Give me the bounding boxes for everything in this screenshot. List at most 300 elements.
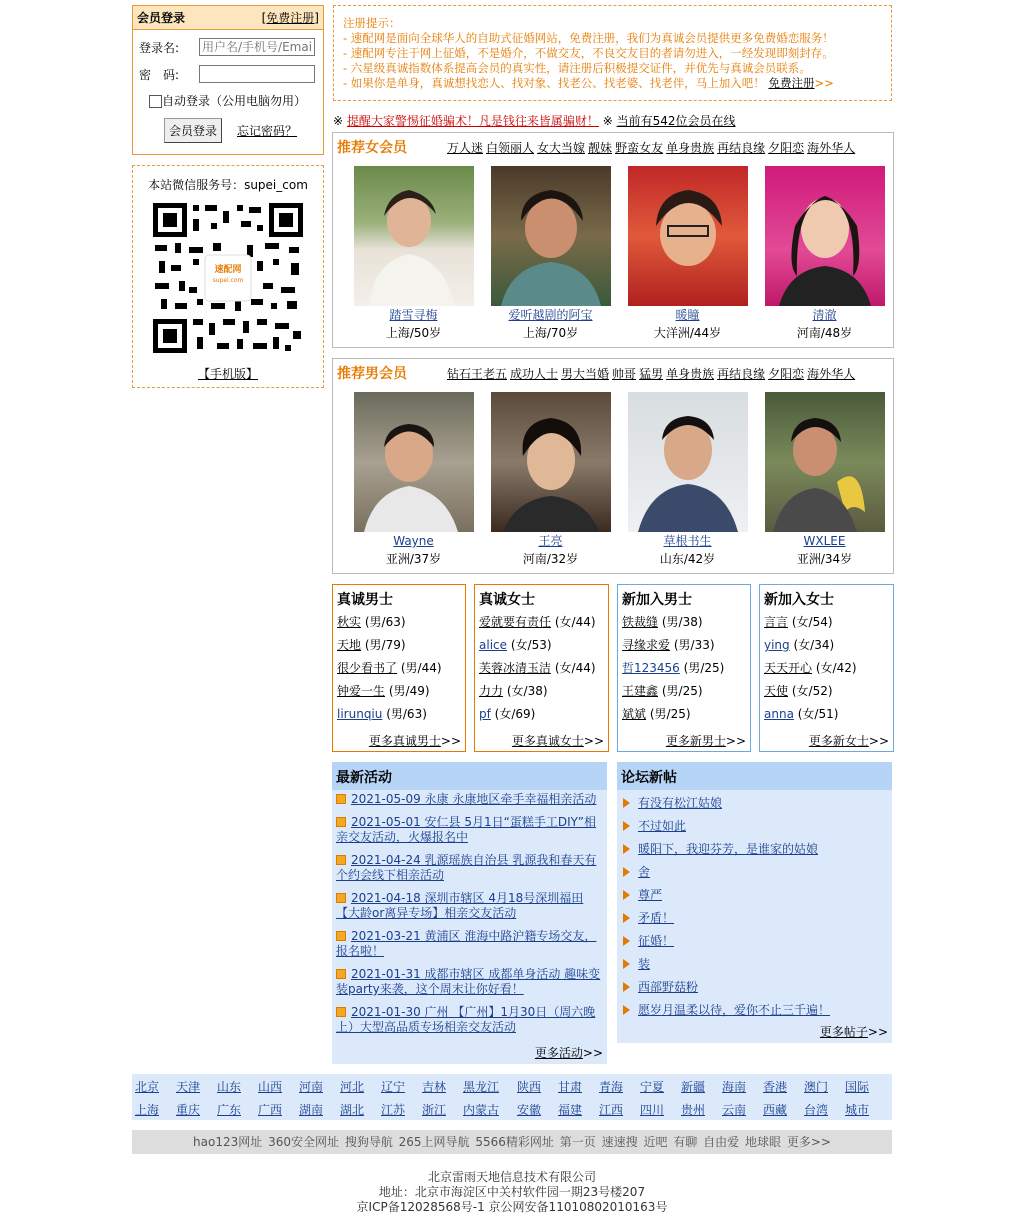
member-info: 上海/70岁 <box>522 326 579 340</box>
male-panel-header <box>333 359 893 387</box>
city-link[interactable]: 河南 <box>299 1080 324 1094</box>
member-link[interactable]: 钟爱一生 <box>337 684 386 698</box>
friend-link[interactable]: 地球眼 <box>744 1135 781 1149</box>
member-photo[interactable] <box>628 166 748 306</box>
arrow-icon <box>623 844 630 854</box>
forum-post-link[interactable]: 装 <box>638 957 651 971</box>
arrow-icon <box>623 890 630 900</box>
auto-login-checkbox[interactable] <box>149 95 162 108</box>
male-panel-title: 推荐男会员 <box>337 366 407 382</box>
city-link[interactable]: 山西 <box>258 1080 283 1094</box>
list-item <box>764 703 889 726</box>
activity-item <box>336 1005 603 1035</box>
member-meta: (男/44) <box>400 661 442 675</box>
list-item <box>622 703 746 726</box>
member-info: 河南/32岁 <box>522 552 579 566</box>
notice-line-4: - 如果你是单身，真诚想找恋人、找对象、找老公、找老婆、找老伴，马上加入吧！ <box>343 76 765 90</box>
footer <box>0 1170 1024 1215</box>
member-photo-face <box>765 166 885 306</box>
more-arrow: >> <box>867 1025 888 1039</box>
new-men-title: 新加入男士 <box>622 592 692 608</box>
forum-post-link[interactable]: 不过如此 <box>638 819 687 833</box>
notice-register-link[interactable]: 免费注册 <box>768 76 815 90</box>
city-link[interactable]: 贵州 <box>681 1103 706 1117</box>
sincere-women-title: 真诚女士 <box>479 592 535 608</box>
member-link[interactable]: 秋实 <box>337 615 362 629</box>
list-item <box>622 680 746 703</box>
member-meta: (男/25) <box>649 707 691 721</box>
member-photo-face <box>628 392 748 532</box>
member-link[interactable]: pf <box>479 707 491 721</box>
member-link[interactable]: 天天开心 <box>764 661 813 675</box>
male-category-link[interactable]: 男大当婚 <box>561 366 610 381</box>
list-item <box>622 634 746 657</box>
activity-link[interactable]: 2021-04-18 深圳市辖区 4月18号深圳福田【大龄or离异专场】相亲交友活动 <box>336 891 584 920</box>
member-card <box>756 166 893 342</box>
activity-item <box>336 792 603 807</box>
member-photo[interactable] <box>765 392 885 532</box>
auto-login-label: 自动登录（公用电脑勿用） <box>162 94 307 108</box>
member-meta: (男/38) <box>661 615 703 629</box>
forum-item <box>623 976 888 999</box>
list-item <box>764 634 889 657</box>
more-posts-wrap <box>820 1023 888 1040</box>
username-label: 登录名: <box>139 40 180 55</box>
female-category-link[interactable]: 白领丽人 <box>486 140 535 155</box>
member-card <box>345 392 482 568</box>
list-item <box>764 611 889 634</box>
friend-link[interactable]: 265上网导航 <box>398 1135 470 1149</box>
member-photo-face <box>491 166 611 306</box>
female-category-link[interactable]: 野蛮女友 <box>615 140 664 155</box>
friend-link[interactable]: 自由爱 <box>703 1135 740 1149</box>
member-name-link[interactable]: WXLEE <box>803 534 846 548</box>
male-category-link[interactable]: 夕阳恋 <box>768 366 805 381</box>
more-arrow: >> <box>725 734 746 748</box>
member-photo-face <box>354 392 474 532</box>
member-name-link[interactable]: Wayne <box>393 534 434 548</box>
member-meta: (男/25) <box>683 661 725 675</box>
city-link[interactable]: 台湾 <box>804 1103 829 1117</box>
male-category-link[interactable]: 猛男 <box>639 366 664 381</box>
member-card <box>482 392 619 568</box>
friend-link[interactable]: hao123网址 <box>193 1135 263 1149</box>
member-link[interactable]: anna <box>764 707 794 721</box>
male-category-link[interactable]: 单身贵族 <box>666 366 715 381</box>
city-link[interactable]: 澳门 <box>804 1080 829 1094</box>
city-link[interactable]: 安徽 <box>517 1103 542 1117</box>
member-link[interactable]: 斌斌 <box>622 707 647 721</box>
city-link[interactable]: 新疆 <box>681 1080 706 1094</box>
female-category-link[interactable]: 万人迷 <box>447 140 484 155</box>
friend-links-bar <box>132 1130 892 1154</box>
city-link[interactable]: 天津 <box>176 1080 201 1094</box>
activity-link[interactable]: 2021-01-30 广州 【广州】1月30日（周六晚上）大型高品质专场相亲交友活动 <box>336 1005 596 1034</box>
city-link[interactable]: 国际 <box>845 1080 870 1094</box>
city-link[interactable]: 宁夏 <box>640 1080 665 1094</box>
username-input[interactable] <box>199 38 315 56</box>
qr-code <box>153 203 303 353</box>
member-meta: (女/42) <box>815 661 857 675</box>
female-category-link[interactable]: 靓妹 <box>588 140 613 155</box>
activity-link[interactable]: 2021-05-09 永康 永康地区牵手幸福相亲活动 <box>351 792 597 806</box>
list-item <box>479 634 604 657</box>
recommended-female-panel <box>332 132 894 348</box>
member-meta: (女/38) <box>506 684 548 698</box>
city-link[interactable]: 香港 <box>763 1080 788 1094</box>
city-row <box>135 1078 889 1097</box>
login-button[interactable]: 会员登录 <box>164 118 222 143</box>
city-link[interactable]: 内蒙古 <box>463 1103 500 1117</box>
forum-post-link[interactable]: 西部野菇粉 <box>638 980 699 994</box>
alert-mark-2: ※ <box>602 114 613 128</box>
arrow-icon <box>623 798 630 808</box>
male-category-links <box>447 365 858 382</box>
male-category-link[interactable]: 成功人士 <box>510 366 559 381</box>
activity-item <box>336 815 603 845</box>
forgot-password-link[interactable]: 忘记密码？ <box>237 124 298 138</box>
friend-link[interactable]: 更多>> <box>786 1135 831 1149</box>
city-link[interactable]: 青海 <box>599 1080 624 1094</box>
female-category-link[interactable]: 海外华人 <box>807 140 856 155</box>
friend-link[interactable]: 有聊 <box>673 1135 698 1149</box>
register-link[interactable]: [免费注册] <box>261 11 319 25</box>
forum-item <box>623 838 888 861</box>
city-link[interactable]: 江西 <box>599 1103 624 1117</box>
login-box <box>132 5 324 155</box>
female-category-link[interactable]: 单身贵族 <box>666 140 715 155</box>
activity-link[interactable]: 2021-03-21 黄浦区 淮海中路沪籍专场交友，报名啦！ <box>336 929 597 958</box>
forum-post-link[interactable]: 暖阳下，我迎芬芳，是谁家的姑娘 <box>638 842 819 856</box>
member-photo[interactable] <box>765 166 885 306</box>
member-photo-face <box>628 166 748 306</box>
member-photo[interactable] <box>354 166 474 306</box>
mobile-version-link[interactable]: 【手机版】 <box>197 367 258 381</box>
member-link[interactable]: 言言 <box>764 615 789 629</box>
more-arrow: >> <box>583 734 604 748</box>
forum-title: 论坛新帖 <box>617 762 892 790</box>
activity-item <box>336 853 603 883</box>
city-link[interactable]: 广西 <box>258 1103 283 1117</box>
female-member-list <box>333 166 893 342</box>
friend-link[interactable]: 搜狗导航 <box>344 1135 393 1149</box>
online-count-link[interactable]: 当前有542位会员在线 <box>616 114 736 128</box>
city-link[interactable]: 湖南 <box>299 1103 324 1117</box>
list-item <box>337 611 461 634</box>
member-photo[interactable] <box>491 392 611 532</box>
more-new-men-link[interactable]: 更多新男士 <box>665 734 726 748</box>
male-category-link[interactable]: 钻石王老五 <box>447 366 508 381</box>
bullet-icon <box>336 931 346 941</box>
male-member-list <box>333 392 893 568</box>
member-meta: (女/34) <box>793 638 835 652</box>
arrow-icon <box>623 867 630 877</box>
qr-logo-text: 速配网 <box>214 265 242 275</box>
sincere-women-list <box>475 611 608 726</box>
more-link-wrap <box>512 732 604 749</box>
member-meta: (女/54) <box>791 615 833 629</box>
female-category-link[interactable]: 女大当嫁 <box>537 140 586 155</box>
member-link[interactable]: 铁裁缝 <box>622 615 659 629</box>
member-name-link[interactable]: 清澈 <box>812 308 837 322</box>
city-link[interactable]: 城市 <box>845 1103 870 1117</box>
latest-activities-box <box>332 762 607 1064</box>
qr-logo <box>207 265 249 285</box>
arrow-icon <box>623 821 630 831</box>
activity-item <box>336 929 603 959</box>
more-arrow: >> <box>868 734 889 748</box>
member-link[interactable]: lirunqiu <box>337 707 383 721</box>
password-row <box>139 65 323 83</box>
member-meta: (女/44) <box>554 615 596 629</box>
member-link[interactable]: 芙蓉冰清玉洁 <box>479 661 552 675</box>
bullet-icon <box>336 817 346 827</box>
member-meta: (男/49) <box>388 684 430 698</box>
member-meta: (男/63) <box>386 707 427 721</box>
sincere-men-list <box>333 611 465 726</box>
member-meta: (男/25) <box>661 684 703 698</box>
member-link[interactable]: 哲123456 <box>622 661 680 675</box>
footer-address: 地址：北京市海淀区中关村软件园一期23号楼207 <box>378 1185 646 1199</box>
member-photo[interactable] <box>491 166 611 306</box>
mobile-version-link-wrap <box>133 365 323 382</box>
more-link-wrap <box>809 732 889 749</box>
activity-link[interactable]: 2021-04-24 乳源瑶族自治县 乳源我和春天有个约会线下相亲活动 <box>336 853 597 882</box>
list-item <box>764 657 889 680</box>
member-meta: (男/63) <box>364 615 406 629</box>
member-card <box>619 392 756 568</box>
forum-post-link[interactable]: 尊严 <box>638 888 663 902</box>
list-item <box>337 657 461 680</box>
city-row <box>135 1101 889 1120</box>
city-link[interactable]: 上海 <box>135 1103 160 1117</box>
scam-warning-link[interactable]: 提醒大家警惕征婚骗术！凡是钱往来皆属骗财！ <box>346 114 599 128</box>
new-men-list <box>618 611 750 726</box>
female-panel-header <box>333 133 893 161</box>
member-card <box>482 166 619 342</box>
friend-link[interactable]: 5566精彩网址 <box>475 1135 554 1149</box>
city-link[interactable]: 浙江 <box>422 1103 447 1117</box>
forum-item <box>623 953 888 976</box>
list-item <box>479 680 604 703</box>
city-link[interactable]: 湖北 <box>340 1103 365 1117</box>
activity-item <box>336 891 603 921</box>
city-link[interactable]: 辽宁 <box>381 1080 406 1094</box>
city-link[interactable]: 四川 <box>640 1103 665 1117</box>
login-title: 会员登录 <box>137 11 186 25</box>
member-meta: (女/52) <box>791 684 833 698</box>
list-item <box>337 634 461 657</box>
sincere-men-box <box>332 584 466 752</box>
friend-link[interactable]: 近吧 <box>643 1135 668 1149</box>
notice-line-2: - 速配网专注于网上征婚，不是婚介，不做交友，不良交友目的者请勿进入，一经发现即刻封存。 <box>343 46 834 60</box>
female-category-links <box>447 139 858 156</box>
password-label: 密 码: <box>139 67 180 82</box>
forum-post-link[interactable]: 有没有松江姑娘 <box>638 796 723 810</box>
member-meta: (女/44) <box>554 661 596 675</box>
register-notice <box>333 5 892 101</box>
city-link[interactable]: 广东 <box>217 1103 242 1117</box>
list-item <box>622 657 746 680</box>
activity-link[interactable]: 2021-01-31 成都市辖区 成都单身活动 趣味变装party来袭，这个周末让你好看！ <box>336 967 601 996</box>
male-category-link[interactable]: 海外华人 <box>807 366 856 381</box>
forum-item <box>623 907 888 930</box>
city-link[interactable]: 甘肃 <box>558 1080 583 1094</box>
more-new-women-link[interactable]: 更多新女士 <box>808 734 869 748</box>
member-card <box>756 392 893 568</box>
more-activities-wrap <box>535 1044 603 1061</box>
forum-item <box>623 999 888 1022</box>
forum-post-link[interactable]: 矛盾！ <box>638 911 675 925</box>
member-meta: (女/53) <box>510 638 552 652</box>
footer-icp: 京ICP备12028568号-1 京公网安备11010802010163号 <box>356 1200 668 1214</box>
bullet-icon <box>336 855 346 865</box>
member-photo-face <box>491 392 611 532</box>
member-name-link[interactable]: 草根书生 <box>663 534 712 548</box>
activity-link[interactable]: 2021-05-01 安仁县 5月1日“蛋糕手工DIY”相亲交友活动，火爆报名中 <box>336 815 596 844</box>
city-link[interactable]: 海南 <box>722 1080 747 1094</box>
arrow-icon <box>623 1005 630 1015</box>
list-item <box>479 703 604 726</box>
notice-line-3: - 六星级真诚指数体系提高会员的真实性，请注册后积极提交证件，并优先与真诚会员联系。 <box>343 61 811 75</box>
notice-line-1: - 速配网是面向全球华人的自助式征婚网站，免费注册，我们为真诚会员提供更多免费婚恋服务！ <box>343 31 834 45</box>
more-sincere-men-link[interactable]: 更多真诚男士 <box>368 734 441 748</box>
member-meta: (男/33) <box>673 638 715 652</box>
city-link[interactable]: 北京 <box>135 1080 160 1094</box>
wechat-text: 本站微信服务号：supei_com <box>148 178 308 192</box>
member-photo-face <box>765 392 885 532</box>
sincere-men-title: 真诚男士 <box>337 592 393 608</box>
city-link[interactable]: 云南 <box>722 1103 747 1117</box>
member-photo-face <box>354 166 474 306</box>
member-info: 上海/50岁 <box>385 326 442 340</box>
member-info: 大洋洲/44岁 <box>653 326 722 340</box>
arrow-icon <box>623 982 630 992</box>
more-arrow: >> <box>440 734 461 748</box>
bullet-icon <box>336 893 346 903</box>
member-name-link[interactable]: 王亮 <box>538 534 563 548</box>
activities-list <box>332 790 607 1045</box>
recommended-male-panel <box>332 358 894 574</box>
alert-bar <box>333 112 736 129</box>
arrow-icon <box>623 913 630 923</box>
member-card <box>619 166 756 342</box>
member-meta: (女/51) <box>797 707 839 721</box>
member-name-link[interactable]: 暖瞳 <box>675 308 700 322</box>
city-link[interactable]: 黑龙江 <box>463 1080 500 1094</box>
auto-login-row <box>149 92 323 109</box>
login-header <box>133 6 323 30</box>
member-meta: (女/69) <box>494 707 536 721</box>
sincere-women-box <box>474 584 609 752</box>
forum-item <box>623 884 888 907</box>
notice-register-arrow: >> <box>814 76 834 90</box>
member-link[interactable]: ying <box>764 638 790 652</box>
city-link[interactable]: 福建 <box>558 1103 583 1117</box>
activity-item <box>336 967 603 997</box>
more-link-wrap <box>369 732 461 749</box>
female-category-link[interactable]: 夕阳恋 <box>768 140 805 155</box>
qr-logo-sub: supei.com <box>212 277 244 284</box>
member-link[interactable]: 力力 <box>479 684 504 698</box>
member-link[interactable]: 天使 <box>764 684 789 698</box>
forum-item <box>623 861 888 884</box>
city-link[interactable]: 重庆 <box>176 1103 201 1117</box>
city-link[interactable]: 吉林 <box>422 1080 447 1094</box>
list-item <box>622 611 746 634</box>
city-link[interactable]: 山东 <box>217 1080 242 1094</box>
member-link[interactable]: 爱就要有责任 <box>479 615 552 629</box>
activities-title: 最新活动 <box>332 762 607 790</box>
more-activities-link[interactable]: 更多活动 <box>534 1046 583 1060</box>
new-men-box <box>617 584 751 752</box>
forum-list <box>617 790 892 1024</box>
city-link[interactable]: 西藏 <box>763 1103 788 1117</box>
member-name-link[interactable]: 爱听越剧的阿宝 <box>508 308 593 322</box>
new-women-title: 新加入女士 <box>764 592 834 608</box>
bullet-icon <box>336 1007 346 1017</box>
friend-link[interactable]: 360安全网址 <box>268 1135 339 1149</box>
female-panel-title: 推荐女会员 <box>337 140 407 156</box>
new-women-box <box>759 584 894 752</box>
member-photo[interactable] <box>628 392 748 532</box>
forum-posts-box <box>617 762 892 1043</box>
forum-item <box>623 930 888 953</box>
friend-link[interactable]: 第一页 <box>559 1135 596 1149</box>
footer-company: 北京雷雨天地信息技术有限公司 <box>427 1170 596 1184</box>
alert-mark-1: ※ <box>333 114 344 128</box>
more-arrow: >> <box>582 1046 603 1060</box>
member-info: 亚洲/37岁 <box>385 552 442 566</box>
list-item <box>479 611 604 634</box>
member-card <box>345 166 482 342</box>
forum-item <box>623 815 888 838</box>
city-link[interactable]: 江苏 <box>381 1103 406 1117</box>
member-photo[interactable] <box>354 392 474 532</box>
list-item <box>337 680 461 703</box>
female-category-link[interactable]: 再结良缘 <box>717 140 766 155</box>
member-link[interactable]: 天地 <box>337 638 362 652</box>
friend-link[interactable]: 速速搜 <box>601 1135 638 1149</box>
forum-post-link[interactable]: 愿岁月温柔以待，爱你不止三千遍！ <box>638 1003 831 1017</box>
member-link[interactable]: 王建鑫 <box>622 684 659 698</box>
arrow-icon <box>623 959 630 969</box>
city-link[interactable]: 陕西 <box>517 1080 542 1094</box>
city-link[interactable]: 河北 <box>340 1080 365 1094</box>
username-row <box>139 38 323 56</box>
bullet-icon <box>336 969 346 979</box>
forum-post-link[interactable]: 舍 <box>638 865 651 879</box>
city-links <box>132 1074 892 1120</box>
member-link[interactable]: alice <box>479 638 508 652</box>
password-input[interactable] <box>199 65 315 83</box>
member-info: 亚洲/34岁 <box>796 552 853 566</box>
more-sincere-women-link[interactable]: 更多真诚女士 <box>511 734 584 748</box>
forum-post-link[interactable]: 征婚！ <box>638 934 675 948</box>
member-link[interactable]: 寻缘求爱 <box>622 638 671 652</box>
list-item <box>479 657 604 680</box>
arrow-icon <box>623 936 630 946</box>
member-link[interactable]: 很少看书了 <box>337 661 398 675</box>
member-name-link[interactable]: 踏雪寻梅 <box>389 308 438 322</box>
male-category-link[interactable]: 帅哥 <box>612 366 637 381</box>
member-meta: (男/79) <box>364 638 406 652</box>
list-item <box>337 703 461 726</box>
login-actions <box>164 118 323 143</box>
notice-title: 注册提示： <box>343 16 401 30</box>
male-category-link[interactable]: 再结良缘 <box>717 366 766 381</box>
more-posts-link[interactable]: 更多帖子 <box>819 1025 868 1039</box>
